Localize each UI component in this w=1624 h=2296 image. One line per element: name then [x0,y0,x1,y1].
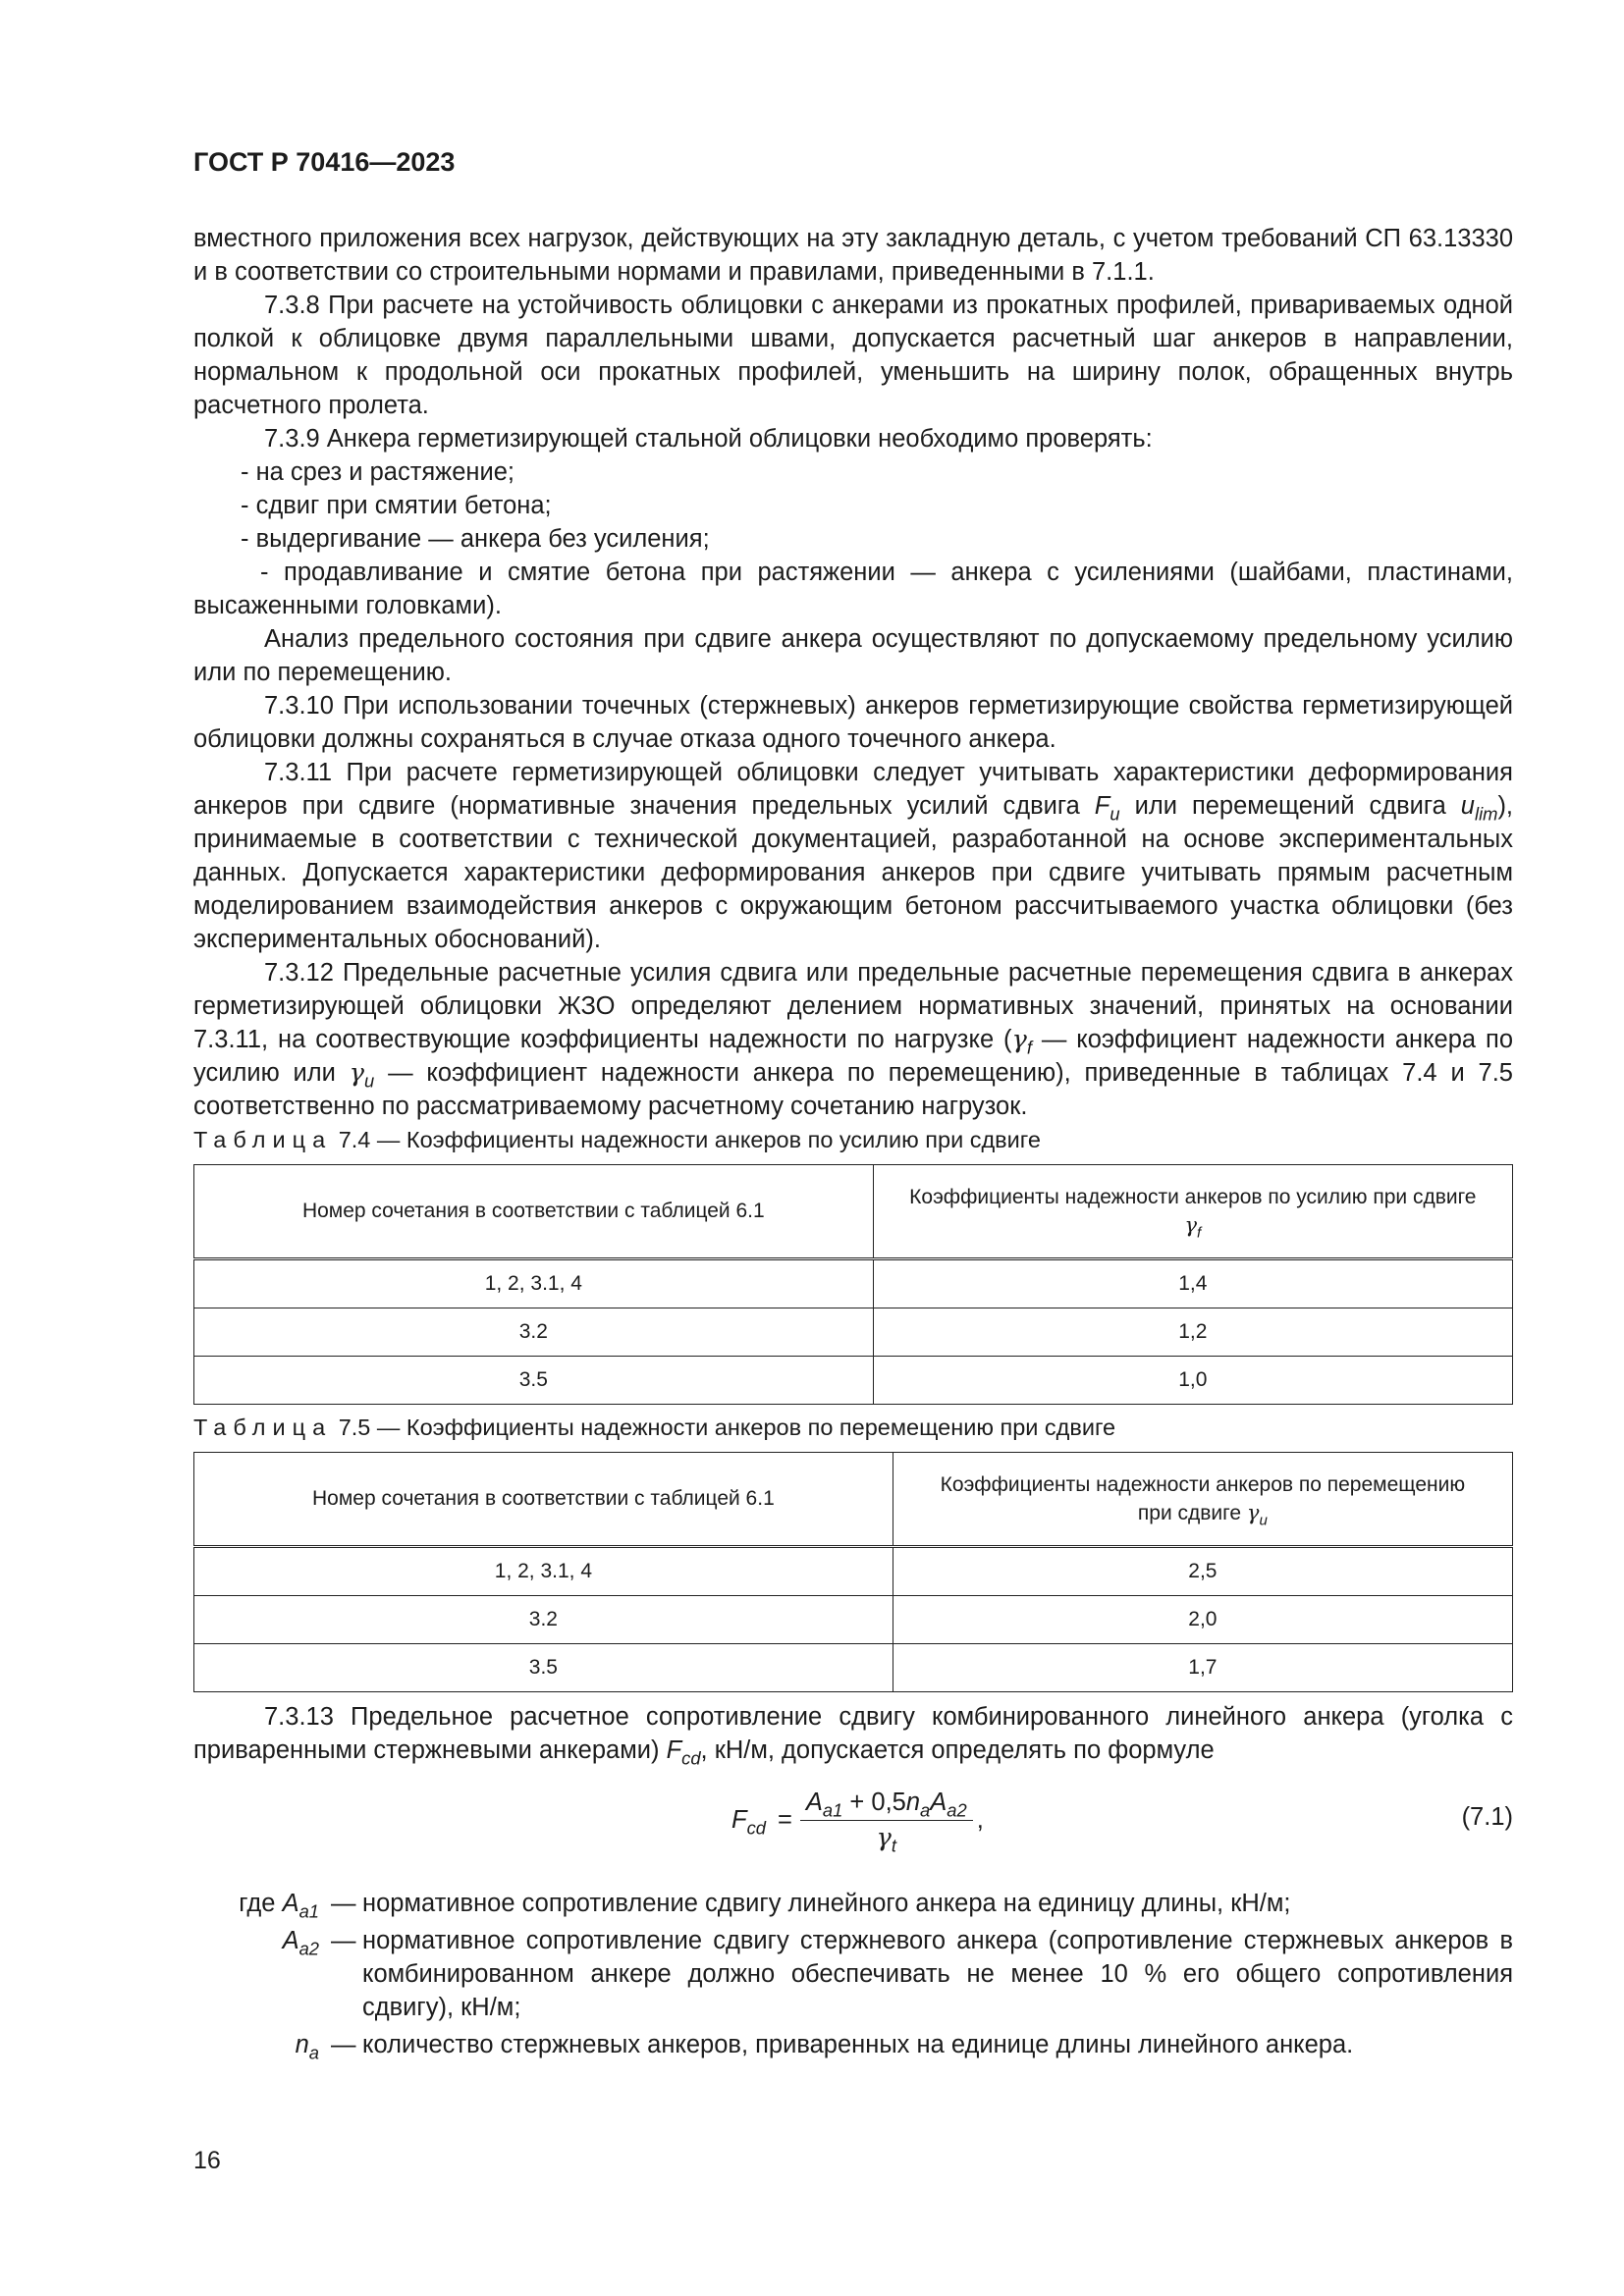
list-item: - выдергивание — анкера без усиления; [241,525,710,553]
paragraph-7-3-9: 7.3.9 Анкера герметизирующей стальной облицовки необходимо проверять: [264,425,1153,453]
paragraph-7-3-8: 7.3.8 При расчете на устойчивость облицовки с анкерами из прокатных профилей, привариваемых одной полкой к облицовке двумя параллельными швами, допускается расчетный шаг анкеров в направлении, нормальном к продольной оси прокатных профилей, уменьшить на ширину полок, обращенных внутрь расчетного пролета. [193,292,1513,419]
symbol-gamma: γ [1011,1025,1027,1054]
table-row: 3.5 1,0 [194,1357,1513,1405]
formula-7-1 [193,1779,1513,1873]
list-item: - сдвиг при смятии бетона; [241,492,552,519]
paragraph-analysis: Анализ предельного состояния при сдвиге анкера осуществляют по допускаемому предельному усилию или по перемещению. [193,625,1513,686]
table-header-coefficient: Коэффициенты надежности анкеров по перемещению при сдвиге $\gamma_u$ [893,1453,1512,1547]
definition-item: $A_{a2}$ — нормативное сопротивление сдвигу стержневого анкера (сопротивление стержневых анкеров в комбинированном анкере должно обеспечивать не менее 10 % его общего сопротивления сдвигу), кН/м; [282,1927,1513,2021]
table-7-4 [193,1164,1513,1405]
paragraph-7-3-11: 7.3.11 При расчете герметизирующей облицовки следует учитывать характеристики деформирования анкеров при сдвиге (нормативные значения предельных усилий сдвига $F_u$ или перемещений сдвига $u_{lim}$), принимаемые в соответствии с технической документацией, разработанной на основе экспериментальных данных. Допускается характеристики деформирования анкеров при сдвиге учитывать прямым расчетным моделированием взаимодействия анкеров с окружающим бетоном рассчитываемого участка облицовки (без экспериментальных обоснований). [193,759,1514,953]
table-row: 3.2 2,0 [194,1596,1513,1644]
definitions-list [193,1887,1513,2061]
table-header-combination: Номер сочетания в соответствии с таблицей 6.1 [194,1165,874,1259]
table-row: 1, 2, 3.1, 4 2,5 [194,1547,1513,1596]
table-7-4-caption: Таблица 7.4 — Коэффициенты надежности анкеров по усилию при сдвиге [193,1127,1041,1152]
table-7-5 [193,1452,1513,1692]
page-number: 16 [193,2147,221,2174]
formula-fraction: $\frac{A_{a1} + 0,5n_aA_{a2}}{\gamma_t}$ [800,1787,973,1854]
paragraph-7-3-12: 7.3.12 Предельные расчетные усилия сдвига или предельные расчетные перемещения сдвига в анкерах герметизирующей облицовки ЖЗО определяют делением нормативных значений, принятых на основании 7.3.11, на соотвествующие коэффициенты надежности по нагрузке ($\gamma_f$ — коэффициент надежности анкера по усилию или $\gamma_u$ — коэффициент надежности анкера по перемещению), приведенные в таблицах 7.4 и 7.5 соответственно по рассматриваемому расчетному сочетанию нагрузок. [193,959,1514,1120]
table-header-combination: Номер сочетания в соответствии с таблицей 6.1 [194,1453,893,1547]
symbol-F: F [1094,792,1110,820]
paragraph-7-3-13: 7.3.13 Предельное расчетное сопротивление сдвигу комбинированного линейного анкера (уголка с приваренными стержневыми анкерами) $F_{cd}$, кН/м, допускается определять по формуле [193,1703,1513,1769]
symbol-u: u [1460,792,1475,820]
paragraph-continuation: вместного приложения всех нагрузок, действующих на эту закладную деталь, с учетом требований СП 63.13330 и в соответствии со строительными нормами и правилами, приведенными в 7.1.1. [193,225,1513,286]
document-page [193,145,1513,2266]
list-item: - на срез и растяжение; [241,458,515,486]
table-row: 1, 2, 3.1, 4 1,4 [194,1259,1513,1308]
table-header-coefficient: Коэффициенты надежности анкеров по усилию при сдвиге $\gamma_f$ [873,1165,1512,1259]
list-item: - продавливание и смятие бетона при растяжении — анкера с усилениями (шайбами, пластинами, высаженными головками). [193,559,1513,619]
table-row: 3.2 1,2 [194,1308,1513,1357]
symbol-gamma: γ [349,1058,365,1088]
document-header: ГОСТ Р 70416—2023 [193,147,456,177]
paragraph-7-3-10: 7.3.10 При использовании точечных (стержневых) анкеров герметизирующие свойства герметизирующей облицовки должны сохраняться в случае отказа одного точечного анкера. [193,692,1513,753]
definition-item: где $A_{a1}$ — нормативное сопротивление сдвигу линейного анкера на единицу длины, кН/м; [239,1890,1291,1922]
formula-expression: $F_{cd}$ = $\frac{A_{a1} + 0,5n_aA_{a2}}{\gamma_t}$ , [731,1788,984,1855]
table-7-5-caption: Таблица 7.5 — Коэффициенты надежности анкеров по перемещению при сдвиге [193,1415,1116,1440]
formula-number: (7.1) [1461,1803,1513,1831]
definition-item: $n_a$ — количество стержневых анкеров, приваренных на единице длины линейного анкера. [295,2031,1354,2063]
table-row: 3.5 1,7 [194,1644,1513,1692]
